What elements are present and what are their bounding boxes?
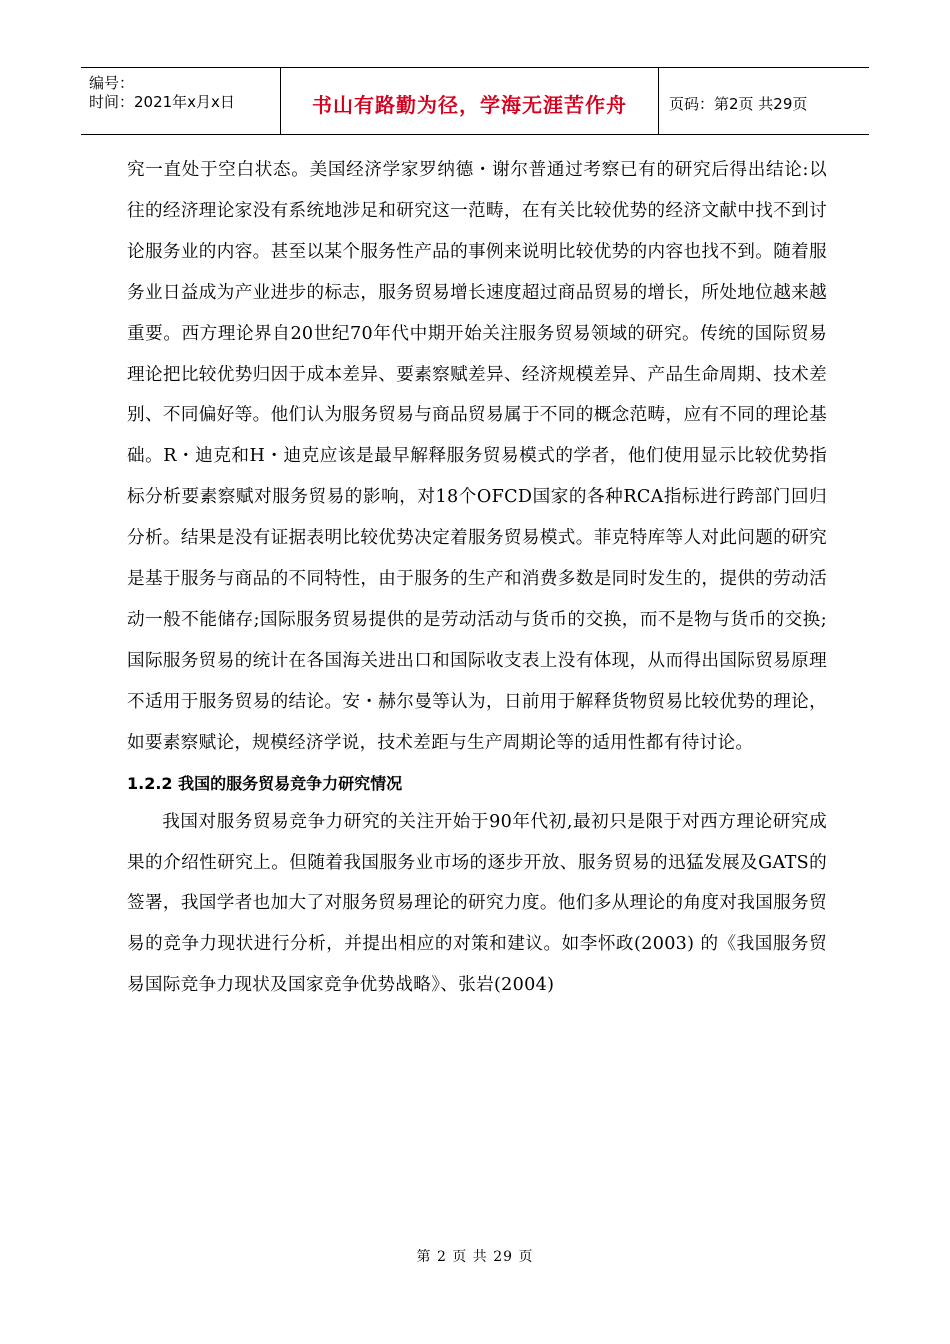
header-meta	[81, 68, 281, 134]
document-body	[127, 150, 827, 1006]
section-heading: 1.2.2 我国的服务贸易竞争力研究情况	[127, 773, 403, 793]
header-motto: 书山有路勤为径，学海无涯苦作舟	[281, 68, 659, 134]
document-number-label: 编号：	[89, 74, 135, 92]
body-paragraph: 我国对服务贸易竞争力研究的关注开始于90年代初,最初只是限于对西方理论研究成果的介绍性研究上。但随着我国服务业市场的逐步开放、服务贸易的迅猛发展及GATS的签署，我国学者也加大了对服务贸易理论的研究力度。他们多从理论的角度对我国服务贸易的竞争力现状进行分析，并提出相应的对策和建议。如李怀政(2003) 的《我国服务贸易国际竞争力现状及国家竞争优势战略》、张岩(2004)	[127, 811, 827, 996]
page-footer: 第 2 页 共 29 页	[416, 1249, 534, 1265]
page-header	[81, 67, 869, 135]
body-paragraph: 究一直处于空白状态。美国经济学家罗纳德・谢尔普通过考察已有的研究后得出结论:以往的经济理论家没有系统地涉足和研究这一范畴，在有关比较优势的经济文献中找不到讨论服务业的内容。甚至以某个服务性产品的事例来说明比较优势的内容也找不到。随着服务业日益成为产业进步的标志，服务贸易增长速度超过商品贸易的增长，所处地位越来越重要。西方理论界自20世纪70年代中期开始关注服务贸易领域的研究。传统的国际贸易理论把比较优势归因于成本差异、要素察赋差异、经济规模差异、产品生命周期、技术差别、不同偏好等。他们认为服务贸易与商品贸易属于不同的概念范畴，应有不同的理论基础。R・迪克和H・迪克应该是最早解释服务贸易模式的学者，他们使用显示比较优势指标分析要素察赋对服务贸易的影响，对18个OFCD国家的各种RCA指标进行跨部门回归分析。结果是没有证据表明比较优势决定着服务贸易模式。菲克特库等人对此问题的研究是基于服务与商品的不同特性，由于服务的生产和消费多数是同时发生的，提供的劳动活动一般不能储存;国际服务贸易提供的是劳动活动与货币的交换，而不是物与货币的交换;国际服务贸易的统计在各国海关进出口和国际收支表上没有体现，从而得出国际贸易原理不适用于服务贸易的结论。安・赫尔曼等认为，日前用于解释货物贸易比较优势的理论，如要素察赋论，规模经济学说，技术差距与生产周期论等的适用性都有待讨论。	[127, 160, 827, 753]
document-date: 时间：2021年x月x日	[89, 93, 235, 111]
header-page-info: 页码：第2页 共29页	[669, 94, 808, 113]
